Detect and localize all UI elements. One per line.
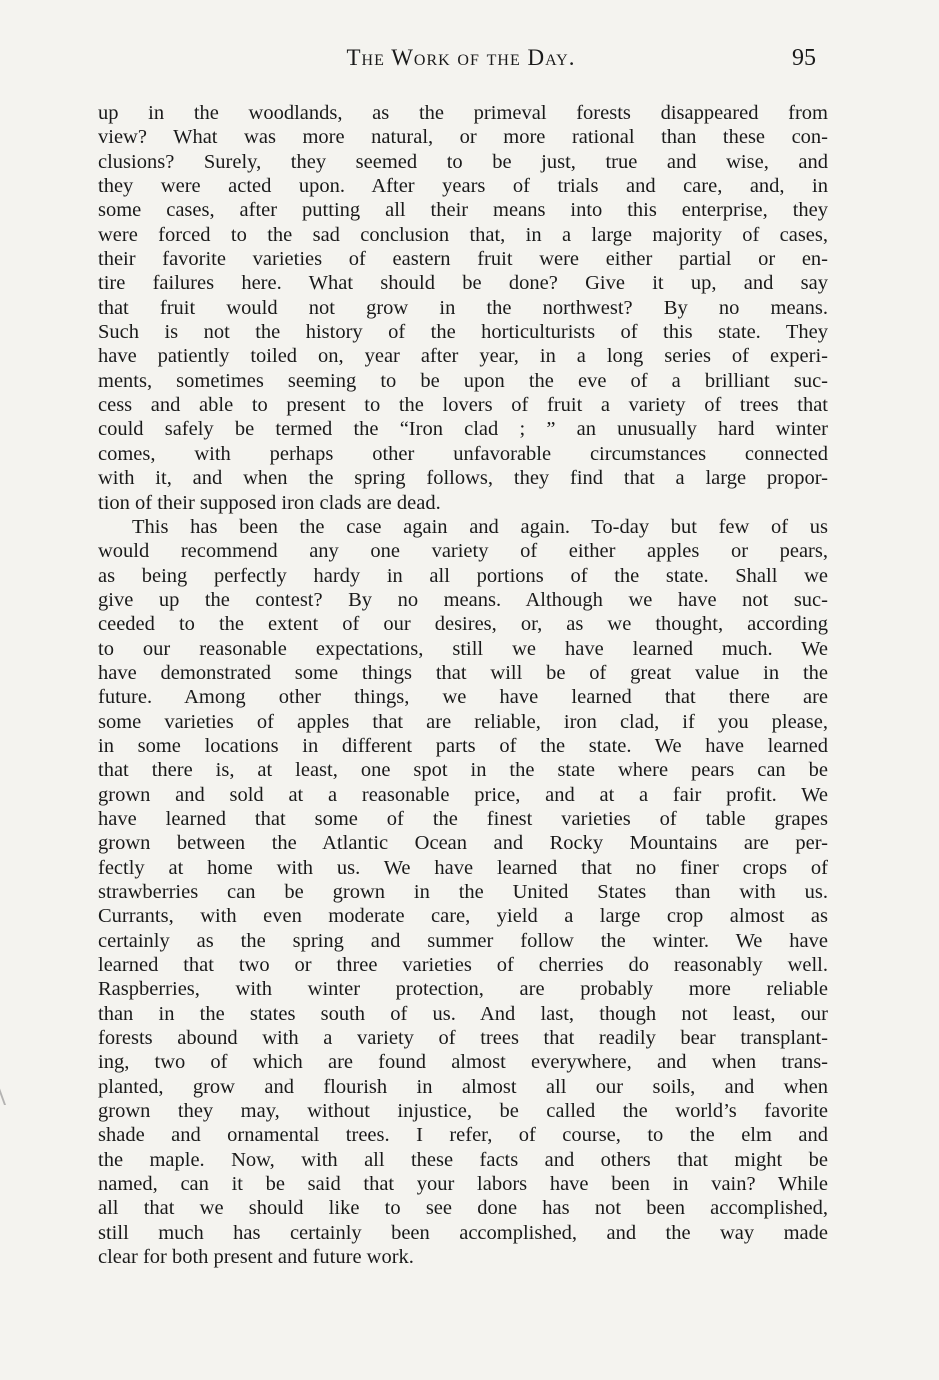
text-line: certainly as the spring and summer follow the winter. We have — [98, 929, 828, 952]
text-line: than in the states south of us. And last, though not least, our — [98, 1002, 828, 1025]
text-line: Raspberries, with winter protection, are probably more reliable — [98, 978, 828, 1001]
text-line: shade and ornamental trees. I refer, of course, to the elm and — [98, 1124, 828, 1147]
text-line: still much has certainly been accomplished, and the way made — [98, 1221, 828, 1244]
text-line: ments, sometimes seeming to be upon the eve of a brilliant suc- — [98, 369, 828, 392]
body-text — [98, 101, 828, 1270]
text-line: comes, with perhaps other unfavorable circumstances connected — [98, 442, 828, 465]
text-line: tire failures here. What should be done? Give it up, and say — [98, 272, 828, 295]
running-head — [96, 40, 826, 76]
text-line: grown they may, without injustice, be called the world’s favorite — [98, 1100, 828, 1123]
text-line: to our reasonable expectations, still we have learned much. We — [98, 637, 828, 660]
text-line: have demonstrated some things that will be of great value in the — [98, 661, 828, 684]
text-line: ing, two of which are found almost everywhere, and when trans- — [98, 1051, 828, 1074]
paragraph-1 — [98, 101, 828, 515]
text-line: This has been the case again and again. To-day but few of us — [132, 515, 828, 538]
text-line: Currants, with even moderate care, yield a large crop almost as — [98, 905, 828, 928]
text-line: the maple. Now, with all these facts and others that might be — [98, 1148, 828, 1171]
text-line: named, can it be said that your labors have been in vain? While — [98, 1173, 828, 1196]
text-line: fectly at home with us. We have learned that no finer crops of — [98, 856, 828, 879]
text-line: give up the contest? By no means. Although we have not suc- — [98, 588, 828, 611]
text-line: were forced to the sad conclusion that, in a large majority of cases, — [98, 223, 828, 246]
text-line: up in the woodlands, as the primeval forests disappeared from — [98, 102, 828, 124]
text-line: that fruit would not grow in the northwest? By no means. — [98, 296, 828, 319]
text-line: planted, grow and flourish in almost all our soils, and when — [98, 1075, 828, 1098]
running-title: The Work of the Day. — [346, 45, 576, 70]
text-line: clear for both present and future work. — [98, 1246, 414, 1269]
text-line: some cases, after putting all their means into this enterprise, they — [98, 199, 828, 222]
text-line: view? What was more natural, or more rational than these con- — [98, 126, 828, 149]
text-line: clusions? Surely, they seemed to be just, true and wise, and — [98, 150, 828, 173]
text-line: have patiently toiled on, year after year, in a long series of experi- — [98, 345, 828, 368]
text-line: their favorite varieties of eastern fruit were either partial or en- — [98, 248, 828, 271]
text-line: Such is not the history of the horticulturists of this state. They — [98, 321, 828, 344]
text-line: forests abound with a variety of trees that readily bear transplant- — [98, 1027, 828, 1050]
paragraph-2 — [98, 515, 828, 1270]
text-line: as being perfectly hardy in all portions of the state. Shall we — [98, 564, 828, 587]
text-line: have learned that some of the finest varieties of table grapes — [98, 807, 828, 830]
text-line: would recommend any one variety of either apples or pears, — [98, 540, 828, 563]
text-line: they were acted upon. After years of trials and care, and, in — [98, 175, 828, 198]
margin-mark — [0, 1083, 14, 1105]
text-line: could safely be termed the “Iron clad ; ” an unusually hard winter — [98, 418, 828, 441]
text-line: in some locations in different parts of the state. We have learned — [98, 734, 828, 757]
text-line: future. Among other things, we have learned that there are — [98, 686, 828, 709]
text-line: ceeded to the extent of our desires, or, as we thought, according — [98, 613, 828, 636]
text-line: tion of their supposed iron clads are dead. — [98, 491, 441, 514]
text-line: cess and able to present to the lovers of fruit a variety of trees that — [98, 394, 828, 417]
text-line: with it, and when the spring follows, they find that a large propor- — [98, 467, 828, 490]
text-line: that there is, at least, one spot in the state where pears can be — [98, 759, 828, 782]
text-line: learned that two or three varieties of cherries do reasonably well. — [98, 954, 828, 977]
text-line: some varieties of apples that are reliable, iron clad, if you please, — [98, 710, 828, 733]
text-line: all that we should like to see done has not been accomplished, — [98, 1197, 828, 1220]
page-number: 95 — [792, 45, 816, 71]
text-line: grown between the Atlantic Ocean and Rocky Mountains are per- — [98, 832, 828, 855]
text-line: grown and sold at a reasonable price, and at a fair profit. We — [98, 783, 828, 806]
text-line: strawberries can be grown in the United States than with us. — [98, 881, 828, 903]
